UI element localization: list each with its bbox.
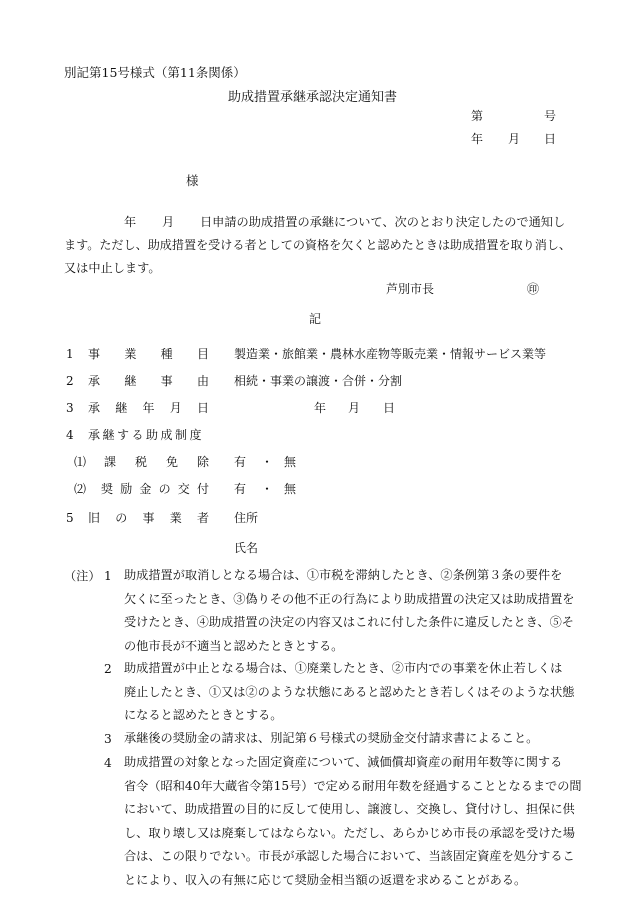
option-yes: 有 [234,455,247,469]
former-operator-name-label: 氏名 [234,541,259,555]
option-no: 無 [284,455,297,469]
note-4: 助成措置の対象となった固定資産について、減価償却資産の耐用年数等に関する 省令（昭和40年大蔵省令第15号）で定める耐用年数を経過することとなるまでの間 において、助成措置の目的に反して使用し、譲渡し、交換し、貸付けし、担保に供 し、取り壊し又は廃棄してはならない。ただし、あらかじめ市長の承認を受けた場 合は、この限りでない。市長が承認した場合において、当該固定資産を処分するこ とにより、収入の有無に応じて奨励金相当額の返還を求めることがある。 [124,755,582,887]
note-number: 2 [104,662,112,676]
item-number: 2 [66,374,74,388]
header-date-month: 月 [508,132,521,146]
body-line1-rest: 日申請の助成措置の承継について、次のとおり決定したので通知し [200,215,566,229]
note-3: 承継後の奨励金の請求は、別記第６号様式の奨励金交付請求書によること。 [124,731,539,745]
option-no: 無 [284,482,297,496]
item-number: 3 [66,401,74,415]
item-label: 事 業 種 目 [88,347,209,361]
form-label: 別記第15号様式（第11条関係） [64,65,246,80]
succession-year: 年 [314,401,327,415]
note-2: 助成措置が中止となる場合は、①廃業したとき、②市内での事業を休止若しくは 廃止したとき、①又は②のような状態にあると認めたとき若しくはそのような状態 になると認めたときとする。 [124,661,575,722]
header-date-day: 日 [544,132,557,146]
item-label: 課 税 免 除 [104,455,209,469]
body-line2: ます。ただし、助成措置を受ける者としての資格を欠くと認めたときは助成措置を取り消し、 [64,238,571,252]
note-number: 1 [104,569,112,583]
body-date-year: 年 [124,215,137,229]
body-date-month: 月 [162,215,175,229]
notes-prefix: （注） [64,569,101,583]
header-date-year: 年 [471,132,484,146]
number-left: 第 [471,109,484,123]
item-number: 1 [66,347,74,361]
option-separator: ・ [261,455,274,469]
item-value: 相続・事業の譲渡・合併・分割 [234,374,403,388]
note-number: 3 [104,732,112,746]
option-separator: ・ [261,482,274,496]
item-number: 4 [66,428,74,442]
note-number: 4 [104,756,112,770]
item-value: 製造業・旅館業・農林水産物等販売業・情報サービス業等 [234,347,547,361]
subitem-number: ⑵ [74,482,87,496]
seal-mark: ㊞ [527,282,540,296]
item-label: 承 継 年 月 日 [88,401,209,415]
item-label: 旧 の 事 業 者 [88,511,209,525]
document-title: 助成措置承継承認決定通知書 [228,90,398,105]
note-1: 助成措置が取消しとなる場合は、①市税を滞納したとき、②条例第３条の要件を 欠くに至ったとき、③偽りその他不正の行為により助成措置の決定又は助成措置を 受けたとき、④助成措置の決定の内容又はこれに付した条件に違反したとき、⑤そ の他市長が不適当と認めたときとする。 [124,568,575,653]
item-label: 承 継 事 由 [88,374,209,388]
item-label: 奨 励 金 の 交 付 [101,482,209,496]
item-number: 5 [66,511,74,525]
succession-day: 日 [383,401,396,415]
former-operator-address-label: 住所 [234,511,259,525]
issuer: 芦別市長 [386,282,435,296]
body-line3: 又は中止します。 [64,261,161,275]
subitem-number: ⑴ [74,455,87,469]
option-yes: 有 [234,482,247,496]
recipient-honorific: 様 [186,173,199,188]
succession-month: 月 [348,401,361,415]
item-label: 承継する助成制度 [88,428,205,442]
number-right: 号 [544,109,557,123]
ki-heading: 記 [309,312,322,326]
